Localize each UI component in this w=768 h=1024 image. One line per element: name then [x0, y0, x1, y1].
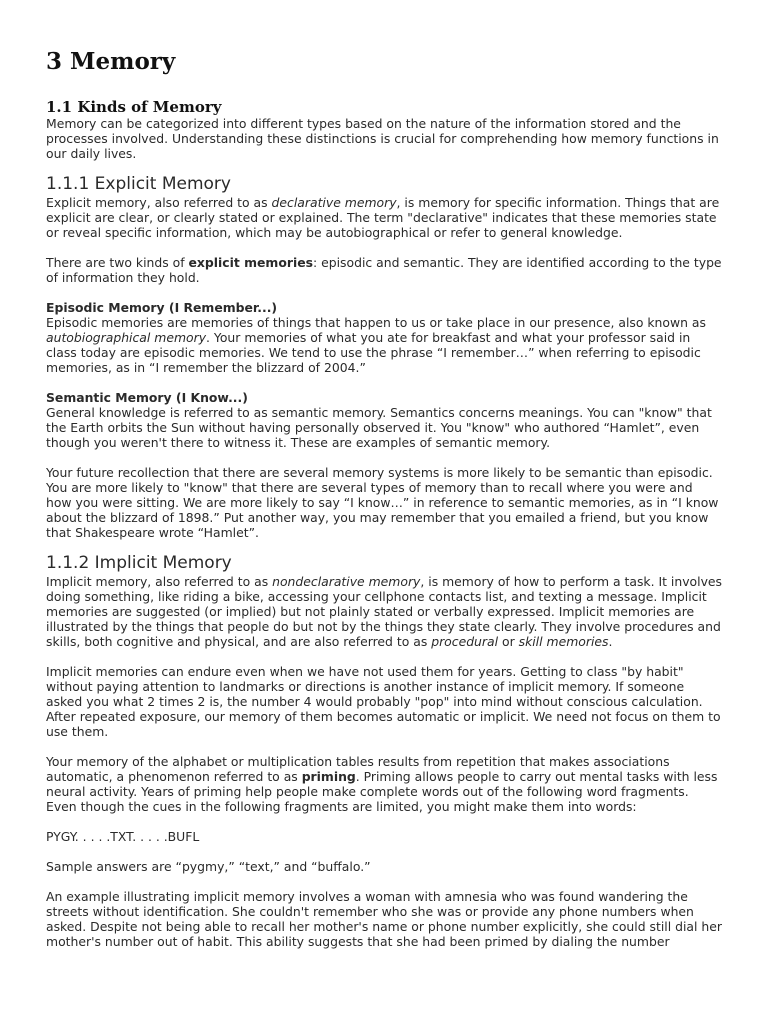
explicit-kinds-paragraph: There are two kinds of explicit memories: episodic and semantic. They are identified according to the type of information they hold.	[46, 255, 722, 285]
sample-answers: Sample answers are “pygmy,” “text,” and “buffalo.”	[46, 859, 371, 874]
future-recollection-paragraph: Your future recollection that there are several memory systems is more likely to be semantic than episodic. You are more likely to "know" that there are several types of memory than to recall where you were and how you were sitting. We are more likely to say “I know…” in reference to semantic memories, as in “I know about the blizzard of 1898.” Put another way, you may remember that you emailed a friend, but you know that Shakespeare wrote “Hamlet”.	[46, 465, 719, 540]
implicit-endurance-paragraph: Implicit memories can endure even when we have not used them for years. Getting to class "by habit" without paying attention to landmarks or directions is another instance of implicit memory. If someone asked you what 2 times 2 is, the number 4 would probably "pop" into mind without conscious calculation. After repeated exposure, our memory of them becomes automatic or implicit. We need not focus on them to use them.	[46, 664, 721, 739]
term-autobiographical-memory: autobiographical memory	[46, 330, 207, 345]
subsection-heading-explicit-memory: 1.1.1 Explicit Memory	[46, 174, 231, 194]
priming-paragraph: Your memory of the alphabet or multiplication tables results from repetition that makes associations automatic, a phenomenon referred to as priming. Priming allows people to carry out mental tasks with less neural activity. Years of priming help people make complete words out of the following word fragments. Even though the cues in the following fragments are limited, you might make them into words:	[46, 754, 718, 814]
term-nondeclarative-memory: nondeclarative memory	[272, 574, 421, 589]
kinds-intro-paragraph: Memory can be categorized into different types based on the nature of the information stored and the processes involved. Understanding these distinctions is crucial for comprehending how memory functions in our daily lives.	[46, 116, 719, 161]
term-explicit-memories: explicit memories	[188, 255, 313, 270]
section-heading-kinds-of-memory: 1.1 Kinds of Memory	[46, 98, 222, 116]
semantic-memory-heading: Semantic Memory (I Know...)	[46, 390, 248, 405]
episodic-memory-paragraph: Episodic memories are memories of things that happen to us or take place in our presence, also known as autobiographical memory. Your memories of what you ate for breakfast and what your professor said in class today are episodic memories. We tend to use the phrase “I remember…” when referring to episodic memories, as in “I remember the blizzard of 2004.”	[46, 315, 706, 375]
term-skill-memories: skill memories	[518, 634, 609, 649]
amnesia-example-paragraph: An example illustrating implicit memory involves a woman with amnesia who was found wandering the streets without identification. She couldn't remember who she was or provide any phone numbers when asked. Despite not being able to recall her mother's name or phone number explicitly, she could still dial her mother's number out of habit. This ability suggests that she had been primed by dialing the number	[46, 889, 722, 949]
episodic-memory-heading: Episodic Memory (I Remember...)	[46, 300, 278, 315]
subsection-heading-implicit-memory: 1.1.2 Implicit Memory	[46, 553, 232, 573]
implicit-definition-paragraph: Implicit memory, also referred to as nondeclarative memory, is memory of how to perform a task. It involves doing something, like riding a bike, accessing your cellphone contacts list, and texting a message. Implicit memories are suggested (or implied) but not plainly stated or verbally expressed. Implicit memories are illustrated by the things that people do but not by the things they state clearly. They involve procedures and skills, both cognitive and physical, and are also referred to as procedural or skill memories.	[46, 574, 722, 649]
semantic-memory-paragraph: General knowledge is referred to as semantic memory. Semantics concerns meanings. You can "know" that the Earth orbits the Sun without having personally observed it. You "know" who authored “Hamlet”, even though you weren't there to witness it. These are examples of semantic memory.	[46, 405, 712, 450]
chapter-title: 3 Memory	[46, 48, 176, 75]
term-declarative-memory: declarative memory	[271, 195, 397, 210]
term-procedural: procedural	[431, 634, 499, 649]
word-fragments: PYGY. . . . .TXT. . . . .BUFL	[46, 829, 200, 844]
explicit-definition-paragraph: Explicit memory, also referred to as declarative memory, is memory for specific information. Things that are explicit are clear, or clearly stated or explained. The term "declarative" indicates that these memories state or reveal specific information, which may be autobiographical or refer to general knowledge.	[46, 195, 720, 240]
term-priming: priming	[301, 769, 356, 784]
